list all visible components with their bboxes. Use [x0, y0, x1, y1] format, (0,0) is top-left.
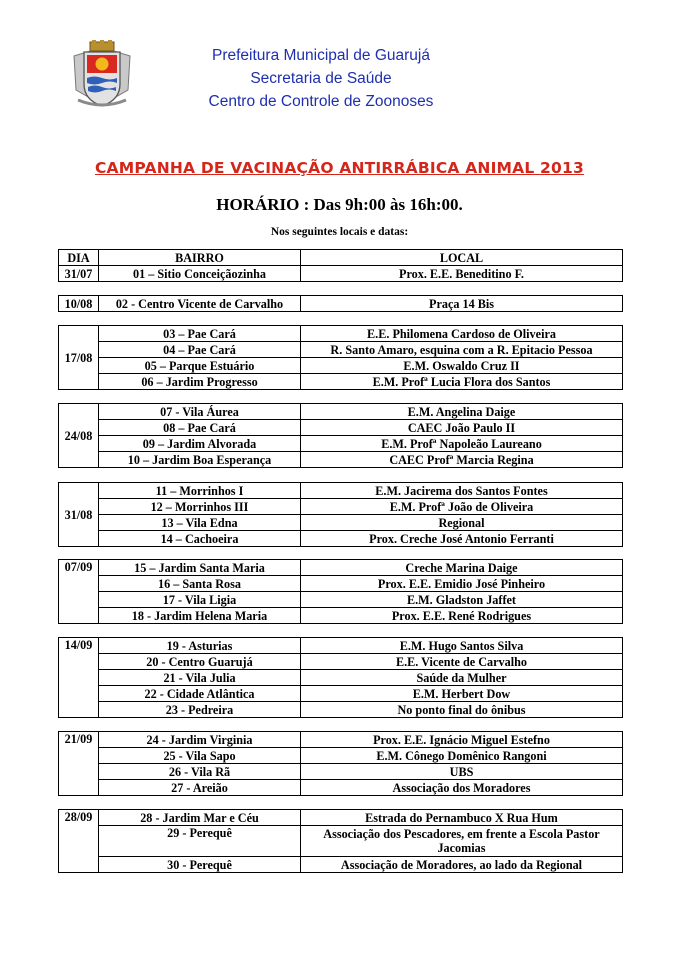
local-cell: Estrada do Pernambuco X Rua Hum — [301, 810, 623, 826]
table-row — [59, 748, 623, 764]
date-cell: 17/08 — [59, 326, 99, 390]
date-cell: 31/07 — [59, 266, 99, 282]
bairro-cell: 12 – Morrinhos III — [99, 499, 301, 515]
table-row — [59, 358, 623, 374]
table-row — [59, 732, 623, 748]
bairro-cell: 16 – Santa Rosa — [99, 576, 301, 592]
bairro-cell: 02 - Centro Vicente de Carvalho — [99, 296, 301, 312]
table-row — [59, 780, 623, 796]
table-row — [59, 374, 623, 390]
table-row — [59, 296, 623, 312]
schedule-group — [58, 731, 623, 796]
local-cell: Associação de Moradores, ao lado da Regional — [301, 857, 623, 873]
table-header-row — [59, 250, 623, 266]
local-cell: Praça 14 Bis — [301, 296, 623, 312]
table-row — [59, 638, 623, 654]
table-row — [59, 810, 623, 826]
guaruja-coat-of-arms-logo — [70, 40, 134, 112]
bairro-cell: 23 - Pedreira — [99, 702, 301, 718]
date-cell: 07/09 — [59, 560, 99, 624]
date-cell: 31/08 — [59, 483, 99, 547]
local-cell: E.M. Oswaldo Cruz II — [301, 358, 623, 374]
local-cell: Prox. E.E. Ignácio Miguel Estefno — [301, 732, 623, 748]
date-cell: 14/09 — [59, 638, 99, 718]
local-cell: Creche Marina Daige — [301, 560, 623, 576]
schedule-group — [58, 809, 623, 873]
bairro-cell: 05 – Parque Estuário — [99, 358, 301, 374]
bairro-cell: 17 - Vila Ligia — [99, 592, 301, 608]
table-header — [58, 249, 623, 282]
local-cell: CAEC Profª Marcia Regina — [301, 452, 623, 468]
institution-header — [186, 44, 456, 113]
bairro-cell: 19 - Asturias — [99, 638, 301, 654]
municipality-name: Prefeitura Municipal de Guarujá — [212, 47, 430, 64]
intro-text: Nos seguintes locais e datas: — [270, 226, 409, 238]
local-cell: E.M. Profª João de Oliveira — [301, 499, 623, 515]
local-cell: E.M. Profª Napoleão Laureano — [301, 436, 623, 452]
table-row — [59, 686, 623, 702]
table-row — [59, 576, 623, 592]
bairro-cell: 04 – Pae Cará — [99, 342, 301, 358]
local-cell: Saúde da Mulher — [301, 670, 623, 686]
local-cell: Prox. Creche José Antonio Ferranti — [301, 531, 623, 547]
date-cell: 21/09 — [59, 732, 99, 796]
table-row — [59, 592, 623, 608]
header-local: LOCAL — [301, 250, 623, 266]
local-cell: CAEC João Paulo II — [301, 420, 623, 436]
header-bairro: BAIRRO — [99, 250, 301, 266]
bairro-cell: 06 – Jardim Progresso — [99, 374, 301, 390]
local-cell: E.M. Jacirema dos Santos Fontes — [301, 483, 623, 499]
local-cell: UBS — [301, 764, 623, 780]
health-department: Secretaria de Saúde — [250, 70, 392, 87]
opening-hours: HORÁRIO : Das 9h:00 às 16h:00. — [216, 195, 463, 214]
table-row — [59, 266, 623, 282]
table-row — [59, 404, 623, 420]
bairro-cell: 27 - Areião — [99, 780, 301, 796]
schedule-group — [58, 637, 623, 718]
campaign-title: CAMPANHA DE VACINAÇÃO ANTIRRÁBICA ANIMAL 2013 — [94, 159, 584, 177]
local-cell: Prox. E.E. René Rodrigues — [301, 608, 623, 624]
bairro-cell: 03 – Pae Cará — [99, 326, 301, 342]
bairro-cell: 01 – Sitio Conceiçãozinha — [99, 266, 301, 282]
local-cell: E.M. Angelina Daige — [301, 404, 623, 420]
local-cell: R. Santo Amaro, esquina com a R. Epitacio Pessoa — [301, 342, 623, 358]
header-dia: DIA — [59, 250, 99, 266]
schedule-group — [58, 403, 623, 468]
date-cell: 10/08 — [59, 296, 99, 312]
bairro-cell: 08 – Pae Cará — [99, 420, 301, 436]
bairro-cell: 15 – Jardim Santa Maria — [99, 560, 301, 576]
schedule-group — [58, 295, 623, 312]
bairro-cell: 21 - Vila Julia — [99, 670, 301, 686]
table-row — [59, 670, 623, 686]
bairro-cell: 28 - Jardim Mar e Céu — [99, 810, 301, 826]
zoonoses-center: Centro de Controle de Zoonoses — [208, 93, 434, 110]
local-cell: E.M. Herbert Dow — [301, 686, 623, 702]
table-row — [59, 499, 623, 515]
table-row — [59, 483, 623, 499]
local-cell: Regional — [301, 515, 623, 531]
table-row — [59, 764, 623, 780]
table-row — [59, 452, 623, 468]
table-row — [59, 420, 623, 436]
local-cell: Associação dos Moradores — [301, 780, 623, 796]
local-cell: No ponto final do ônibus — [301, 702, 623, 718]
table-row — [59, 826, 623, 857]
table-row — [59, 560, 623, 576]
bairro-cell: 11 – Morrinhos I — [99, 483, 301, 499]
local-cell: Prox. E.E. Emidio José Pinheiro — [301, 576, 623, 592]
table-row — [59, 702, 623, 718]
local-cell: Associação dos Pescadores, em frente a Escola Pastor Jacomias — [301, 826, 623, 857]
table-row — [59, 515, 623, 531]
table-row — [59, 654, 623, 670]
local-cell: E.M. Cônego Domênico Rangoni — [301, 748, 623, 764]
table-row — [59, 857, 623, 873]
table-row — [59, 608, 623, 624]
local-cell: E.M. Hugo Santos Silva — [301, 638, 623, 654]
bairro-cell: 24 - Jardim Virginia — [99, 732, 301, 748]
schedule-group — [58, 482, 623, 547]
bairro-cell: 14 – Cachoeira — [99, 531, 301, 547]
bairro-cell: 18 - Jardim Helena Maria — [99, 608, 301, 624]
bairro-cell: 25 - Vila Sapo — [99, 748, 301, 764]
schedule-group — [58, 559, 623, 624]
table-row — [59, 342, 623, 358]
bairro-cell: 26 - Vila Rã — [99, 764, 301, 780]
date-cell: 28/09 — [59, 810, 99, 873]
local-cell: E.E. Vicente de Carvalho — [301, 654, 623, 670]
date-cell: 24/08 — [59, 404, 99, 468]
schedule-group — [58, 325, 623, 390]
bairro-cell: 22 - Cidade Atlântica — [99, 686, 301, 702]
table-row — [59, 326, 623, 342]
local-cell: E.E. Philomena Cardoso de Oliveira — [301, 326, 623, 342]
bairro-cell: 30 - Perequê — [99, 857, 301, 873]
table-row — [59, 531, 623, 547]
table-row — [59, 436, 623, 452]
bairro-cell: 29 - Perequê — [99, 826, 301, 857]
local-cell: E.M. Gladston Jaffet — [301, 592, 623, 608]
bairro-cell: 13 – Vila Edna — [99, 515, 301, 531]
bairro-cell: 10 – Jardim Boa Esperança — [99, 452, 301, 468]
bairro-cell: 09 – Jardim Alvorada — [99, 436, 301, 452]
local-cell: Prox. E.E. Beneditino F. — [301, 266, 623, 282]
local-cell: E.M. Profª Lucia Flora dos Santos — [301, 374, 623, 390]
bairro-cell: 20 - Centro Guarujá — [99, 654, 301, 670]
bairro-cell: 07 - Vila Áurea — [99, 404, 301, 420]
